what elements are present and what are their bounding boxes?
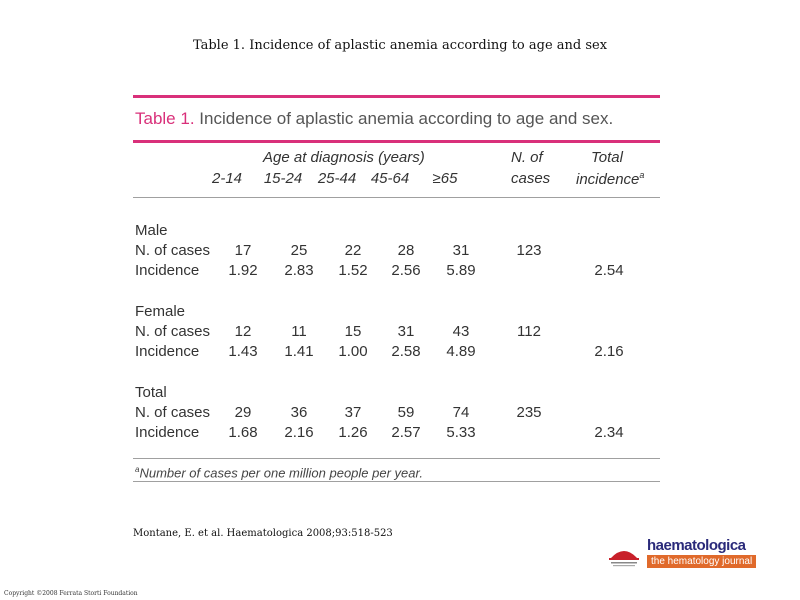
table-cell: 112 bbox=[517, 323, 541, 340]
table-cell: 1.26 bbox=[338, 424, 368, 441]
table-title bbox=[133, 98, 660, 140]
age-col-1: 2-14 bbox=[211, 170, 243, 187]
table-cell: 15 bbox=[344, 323, 362, 340]
table-cell: 123 bbox=[516, 242, 542, 259]
footnote-rule bbox=[133, 481, 660, 482]
table-cell: 11 bbox=[291, 323, 307, 340]
footnote-sup: a bbox=[135, 465, 140, 474]
row-label-incidence: Incidence bbox=[135, 343, 200, 360]
table-cell: 4.89 bbox=[446, 343, 476, 360]
copyright: Copyright ©2008 Ferrata Storti Foundation bbox=[4, 590, 138, 597]
cases-header-line2: cases bbox=[511, 170, 551, 187]
total-header-text: incidence bbox=[576, 171, 640, 188]
haematologica-logo bbox=[605, 538, 775, 572]
table-footnote bbox=[133, 459, 660, 481]
row-label-incidence: Incidence bbox=[135, 262, 200, 279]
group-label-female: Female bbox=[135, 303, 186, 320]
table-cell: 5.89 bbox=[446, 262, 476, 279]
table-cell: 2.56 bbox=[391, 262, 421, 279]
group-label-total: Total bbox=[135, 384, 167, 401]
logo-tagline: the hematology journal bbox=[647, 555, 756, 568]
age-header: Age at diagnosis (years) bbox=[263, 149, 425, 166]
table-cell: 22 bbox=[344, 242, 362, 259]
slide-title: Table 1. Incidence of aplastic anemia according to age and sex bbox=[192, 38, 608, 53]
total-header-line1: Total bbox=[591, 149, 623, 166]
table-title-text: Incidence of aplastic anemia according to age and sex. bbox=[199, 109, 614, 128]
row-label-incidence: Incidence bbox=[135, 424, 200, 441]
total-header-line2 bbox=[576, 170, 644, 188]
table-body bbox=[133, 198, 660, 458]
row-label-cases: N. of cases bbox=[135, 242, 211, 259]
table-cell: 17 bbox=[234, 242, 252, 259]
table-cell: 36 bbox=[290, 404, 308, 421]
table-column-headers bbox=[133, 143, 660, 197]
table-cell: 2.54 bbox=[594, 262, 624, 279]
table-cell: 1.52 bbox=[338, 262, 368, 279]
table-cell: 28 bbox=[397, 242, 415, 259]
table-cell: 1.92 bbox=[228, 262, 258, 279]
age-col-5: ≥65 bbox=[432, 170, 458, 187]
table-cell: 5.33 bbox=[446, 424, 476, 441]
table-cell: 2.83 bbox=[284, 262, 314, 279]
table-cell: 59 bbox=[397, 404, 415, 421]
table-cell: 2.16 bbox=[284, 424, 314, 441]
table-cell: 2.58 bbox=[391, 343, 421, 360]
table-cell: 235 bbox=[516, 404, 542, 421]
age-col-2: 15-24 bbox=[263, 170, 303, 187]
table-cell: 1.68 bbox=[228, 424, 258, 441]
table-cell: 74 bbox=[452, 404, 470, 421]
citation: Montane, E. et al. Haematologica 2008;93:518-523 bbox=[133, 528, 393, 539]
table-cell: 1.00 bbox=[338, 343, 368, 360]
table-cell: 1.41 bbox=[284, 343, 314, 360]
table-cell: 29 bbox=[234, 404, 252, 421]
age-col-4: 45-64 bbox=[370, 170, 410, 187]
table-cell: 37 bbox=[344, 404, 362, 421]
row-label-cases: N. of cases bbox=[135, 323, 211, 340]
logo-name: haematologica bbox=[647, 537, 746, 554]
logo-text bbox=[647, 538, 756, 568]
table-cell: 43 bbox=[452, 323, 470, 340]
table-cell: 1.43 bbox=[228, 343, 258, 360]
table-cell: 31 bbox=[452, 242, 470, 259]
table-cell: 25 bbox=[290, 242, 308, 259]
group-label-male: Male bbox=[135, 222, 168, 239]
table-number: Table 1. bbox=[135, 109, 195, 128]
table-cell: 2.16 bbox=[594, 343, 624, 360]
table-cell: 2.57 bbox=[391, 424, 421, 441]
table-cell: 2.34 bbox=[594, 424, 624, 441]
total-header-sup: a bbox=[639, 170, 645, 180]
data-table bbox=[133, 95, 660, 482]
row-label-cases: N. of cases bbox=[135, 404, 211, 421]
cases-header-line1: N. of bbox=[511, 149, 543, 166]
society-emblem-icon bbox=[605, 540, 643, 570]
footnote-text: Number of cases per one million people per year. bbox=[139, 465, 423, 481]
table-cell: 12 bbox=[234, 323, 252, 340]
table-cell: 31 bbox=[397, 323, 415, 340]
age-col-3: 25-44 bbox=[317, 170, 357, 187]
